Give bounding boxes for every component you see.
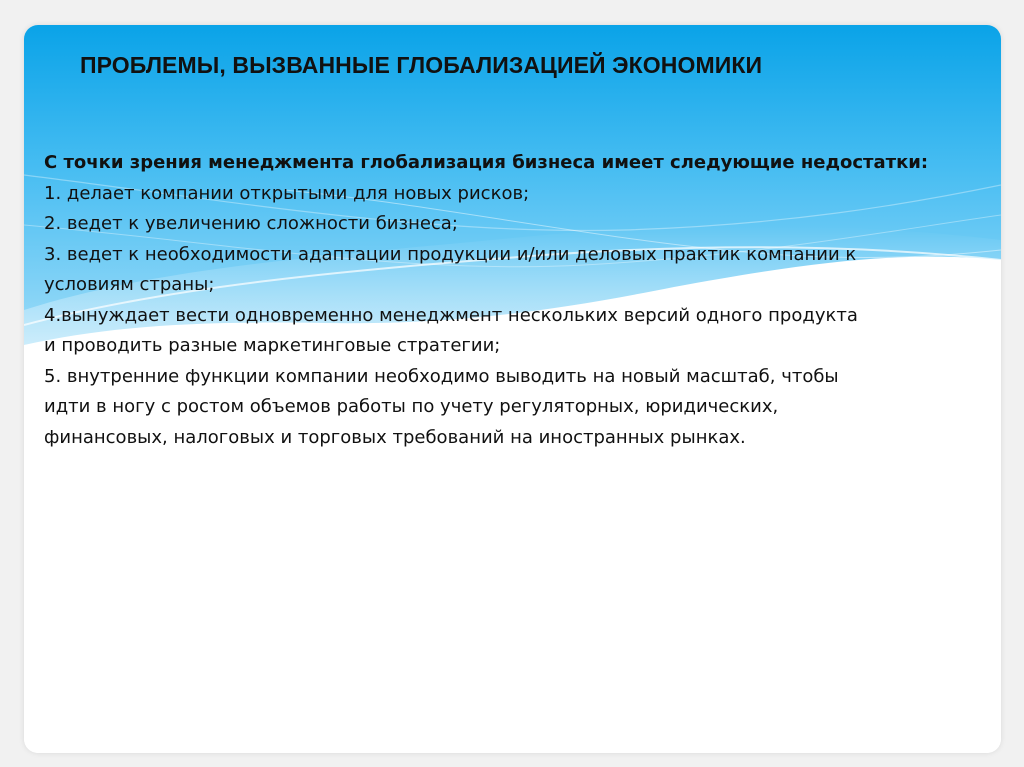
list-item: 5. внутренние функции компании необходимо выводить на новый масштаб, чтобы bbox=[44, 365, 839, 387]
list-item: 4.вынуждает вести одновременно менеджмент нескольких версий одного продукта bbox=[44, 304, 858, 326]
list-item-continuation: идти в ногу с ростом объемов работы по учету регуляторных, юридических, bbox=[44, 396, 779, 417]
intro-line: С точки зрения менеджмента глобализация бизнеса имеет следующие недостатки: bbox=[44, 152, 929, 173]
list-item-continuation: финансовых, налоговых и торговых требований на иностранных рынках. bbox=[44, 426, 746, 448]
slide bbox=[24, 25, 1001, 753]
slide-body bbox=[44, 148, 984, 453]
slide-title: ПРОБЛЕМЫ, ВЫЗВАННЫЕ ГЛОБАЛИЗАЦИЕЙ ЭКОНОМИКИ bbox=[80, 52, 763, 78]
list-item-continuation: и проводить разные маркетинговые стратегии; bbox=[44, 335, 501, 356]
list-item: 2. ведет к увеличению сложности бизнеса; bbox=[44, 213, 458, 234]
list-item: 3. ведет к необходимости адаптации продукции и/или деловых практик компании к bbox=[44, 243, 857, 265]
list-item: 1. делает компании открытыми для новых рисков; bbox=[44, 182, 530, 204]
list-item-continuation: условиям страны; bbox=[44, 274, 215, 295]
